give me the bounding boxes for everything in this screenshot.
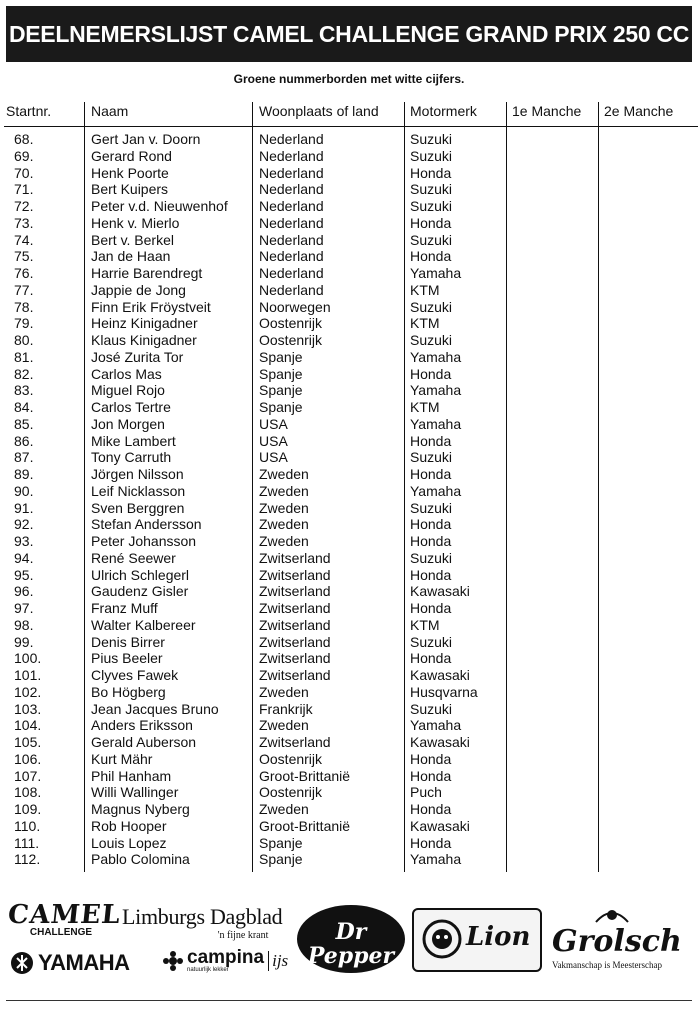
name-cell: Kurt Mähr [91, 750, 153, 767]
place-cell: Zwitserland [259, 549, 331, 566]
table-row [4, 717, 698, 734]
limburgs-subtext: 'n fijne krant [217, 930, 269, 941]
table-row [4, 215, 698, 232]
subtitle: Groene nummerborden met witte cijfers. [233, 72, 465, 86]
table-row [4, 315, 698, 332]
title-bar [6, 6, 692, 62]
startnr-cell: 79. [14, 315, 34, 332]
brand-cell: Honda [410, 516, 452, 533]
place-cell: Zwitserland [259, 667, 331, 683]
header-startnr: Startnr. [6, 103, 52, 119]
table-row [4, 684, 698, 701]
table-row [4, 734, 698, 751]
name-cell: Klaus Kinigadner [91, 332, 197, 348]
name-cell: Jörgen Nilsson [91, 466, 184, 482]
header-manche-2: 2e Manche [604, 103, 674, 119]
startnr-cell: 87. [14, 449, 34, 466]
yamaha-tuning-fork-icon [10, 951, 34, 975]
table-row [4, 667, 698, 684]
drpepper-text: Dr Pepper [307, 919, 395, 969]
startnr-cell: 84. [14, 399, 34, 415]
table-body [4, 131, 698, 868]
startnr-cell: 111. [14, 834, 40, 851]
brand-cell: Suzuki [410, 147, 453, 164]
table-row [4, 232, 698, 249]
startnr-cell: 98. [14, 616, 34, 633]
place-cell: Nederland [259, 231, 324, 248]
brand-cell: Yamaha [410, 415, 462, 432]
name-cell: Stefan Andersson [91, 516, 202, 533]
table-row [4, 399, 698, 416]
place-cell: Zweden [259, 683, 309, 700]
brand-cell: Suzuki [410, 131, 453, 147]
startnr-cell: 82. [14, 365, 34, 382]
place-cell: Zweden [259, 482, 309, 499]
name-cell: René Seewer [91, 549, 176, 566]
header-woonplaats: Woonplaats of land [259, 103, 379, 119]
limburgs-text: Limburgs Dagblad [122, 904, 283, 929]
place-cell: Frankrijk [259, 700, 313, 717]
place-cell: Zweden [259, 533, 309, 549]
startnr-cell: 86. [14, 432, 34, 449]
place-cell: Zweden [259, 499, 309, 516]
table-row [4, 583, 698, 600]
place-cell: Zwitserland [259, 566, 331, 583]
name-cell: Bo Högberg [91, 683, 166, 700]
name-cell: Franz Muff [91, 600, 158, 616]
brand-cell: Yamaha [410, 265, 462, 281]
table-row [4, 801, 698, 818]
participants-table [4, 96, 698, 872]
lion-text: Lion [466, 922, 531, 952]
brand-cell: Honda [410, 533, 452, 549]
brand-cell: Yamaha [410, 851, 462, 868]
name-cell: Jean Jacques Bruno [91, 700, 219, 717]
place-cell: Spanje [259, 399, 303, 415]
table-row [4, 567, 698, 584]
name-cell: Clyves Fawek [91, 667, 179, 683]
brand-cell: Kawasaki [410, 734, 470, 750]
place-cell: Nederland [259, 265, 324, 281]
table-row [4, 701, 698, 718]
table-row [4, 416, 698, 433]
place-cell: Spanje [259, 382, 303, 399]
name-cell: Bert Kuipers [91, 181, 169, 198]
table-row [4, 332, 698, 349]
place-cell: Nederland [259, 131, 324, 147]
startnr-cell: 73. [14, 214, 34, 231]
startnr-cell: 68. [14, 131, 34, 147]
camel-subtext: CHALLENGE [29, 927, 93, 938]
name-cell: Jan de Haan [91, 248, 171, 265]
name-cell: Pius Beeler [91, 650, 163, 667]
name-cell: Mike Lambert [91, 432, 176, 449]
startnr-cell: 81. [14, 348, 34, 365]
startnr-cell: 97. [14, 600, 34, 616]
startnr-cell: 93. [14, 533, 34, 549]
name-cell: Carlos Tertre [91, 399, 171, 415]
place-cell: Spanje [259, 834, 303, 851]
place-cell: Nederland [259, 198, 324, 214]
bottom-rule [6, 1000, 692, 1001]
brand-cell: Kawasaki [410, 583, 470, 600]
table-row [4, 600, 698, 617]
brand-cell: Honda [410, 767, 452, 784]
table-row [4, 533, 698, 550]
table-row [4, 483, 698, 500]
brand-cell: Honda [410, 214, 452, 231]
brand-cell: Honda [410, 248, 452, 265]
table-row [4, 433, 698, 450]
lion-head-icon [422, 919, 462, 959]
brand-cell: Honda [410, 801, 452, 817]
campina-ijs: ijs [268, 951, 288, 971]
brand-cell: Honda [410, 650, 452, 667]
name-cell: Walter Kalbereer [91, 616, 196, 633]
place-cell: Zwitserland [259, 734, 331, 750]
name-cell: Gaudenz Gisler [91, 583, 189, 600]
startnr-cell: 106. [14, 750, 42, 767]
camel-text: CAMEL [6, 900, 123, 930]
place-cell: Zweden [259, 466, 309, 482]
place-cell: Spanje [259, 851, 303, 868]
table-row [4, 835, 698, 852]
brand-cell: KTM [410, 281, 440, 298]
brand-cell: Suzuki [410, 700, 453, 717]
name-cell: Peter v.d. Nieuwenhof [91, 198, 228, 214]
startnr-cell: 72. [14, 198, 34, 214]
name-cell: Magnus Nyberg [91, 801, 190, 817]
name-cell: Sven Berggren [91, 499, 185, 516]
place-cell: Nederland [259, 181, 324, 198]
startnr-cell: 110. [14, 817, 41, 834]
name-cell: Phil Hanham [91, 767, 172, 784]
grolsch-logo [552, 904, 692, 970]
table-row [4, 818, 698, 835]
place-cell: Zwitserland [259, 583, 331, 600]
table-row [4, 650, 698, 667]
table-row [4, 500, 698, 517]
brand-cell: Honda [410, 466, 452, 482]
brand-cell: Husqvarna [410, 683, 478, 700]
brand-cell: Suzuki [410, 499, 453, 516]
startnr-cell: 100. [14, 650, 42, 667]
startnr-cell: 92. [14, 516, 34, 533]
name-cell: Carlos Mas [91, 365, 162, 382]
name-cell: Ulrich Schlegerl [91, 566, 190, 583]
brand-cell: Kawasaki [410, 817, 470, 834]
brand-cell: Suzuki [410, 449, 453, 466]
yamaha-text: YAMAHA [38, 950, 130, 975]
name-cell: Heinz Kinigadner [91, 315, 198, 332]
table-row [4, 165, 698, 182]
table-row [4, 198, 698, 215]
camel-logo [6, 900, 123, 938]
startnr-cell: 96. [14, 583, 34, 600]
startnr-cell: 90. [14, 482, 34, 499]
brand-cell: Yamaha [410, 382, 462, 399]
name-cell: Gerald Auberson [91, 734, 197, 750]
place-cell: Zwitserland [259, 616, 331, 633]
startnr-cell: 103. [14, 700, 42, 717]
table-row [4, 382, 698, 399]
table-row [4, 148, 698, 165]
place-cell: Nederland [259, 164, 324, 181]
name-cell: Willi Wallinger [91, 784, 179, 801]
startnr-cell: 76. [14, 265, 34, 281]
table-row [4, 550, 698, 567]
startnr-cell: 78. [14, 298, 34, 315]
startnr-cell: 107. [14, 767, 42, 784]
startnr-cell: 108. [14, 784, 42, 801]
place-cell: Nederland [259, 147, 324, 164]
brand-cell: Yamaha [410, 348, 462, 365]
place-cell: Groot-Brittanië [259, 767, 351, 784]
startnr-cell: 101. [14, 667, 42, 683]
brand-cell: Honda [410, 834, 452, 851]
brand-cell: KTM [410, 315, 440, 332]
table-row [4, 851, 698, 868]
place-cell: Zweden [259, 516, 309, 533]
startnr-cell: 83. [14, 382, 34, 399]
place-cell: Zwitserland [259, 650, 331, 667]
name-cell: Pablo Colomina [91, 851, 190, 868]
brand-cell: Honda [410, 566, 452, 583]
campina-logo [162, 948, 288, 973]
name-cell: Jon Morgen [91, 415, 165, 432]
place-cell: Zwitserland [259, 633, 331, 650]
lion-logo [412, 908, 540, 970]
name-cell: Peter Johansson [91, 533, 197, 549]
name-cell: Harrie Barendregt [91, 265, 203, 281]
brand-cell: Suzuki [410, 332, 453, 348]
startnr-cell: 89. [14, 466, 34, 482]
table-row [4, 282, 698, 299]
startnr-cell: 77. [14, 281, 34, 298]
place-cell: Oostenrijk [259, 750, 323, 767]
brand-cell: Yamaha [410, 482, 462, 499]
brand-cell: Honda [410, 600, 452, 616]
brand-cell: Honda [410, 750, 452, 767]
name-cell: Jappie de Jong [91, 281, 186, 298]
campina-flower-icon [162, 950, 184, 972]
name-cell: Rob Hooper [91, 817, 167, 834]
header-naam: Naam [91, 103, 129, 119]
startnr-cell: 112. [14, 851, 41, 868]
table-header [4, 100, 698, 122]
brand-cell: Suzuki [410, 181, 453, 198]
startnr-cell: 75. [14, 248, 34, 265]
brand-cell: Yamaha [410, 717, 462, 734]
name-cell: José Zurita Tor [91, 348, 184, 365]
brand-cell: Honda [410, 365, 452, 382]
table-row [4, 466, 698, 483]
brand-cell: Kawasaki [410, 667, 470, 683]
place-cell: Nederland [259, 214, 324, 231]
place-cell: Zweden [259, 801, 309, 817]
place-cell: Oostenrijk [259, 332, 323, 348]
name-cell: Miguel Rojo [91, 382, 165, 399]
brand-cell: Suzuki [410, 549, 453, 566]
table-row [4, 248, 698, 265]
name-cell: Denis Birrer [91, 633, 165, 650]
place-cell: Groot-Brittanië [259, 817, 351, 834]
startnr-cell: 95. [14, 566, 34, 583]
campina-text: campina [187, 947, 265, 968]
table-row [4, 131, 698, 148]
name-cell: Louis Lopez [91, 834, 167, 851]
table-row [4, 768, 698, 785]
name-cell: Henk Poorte [91, 164, 169, 181]
table-row [4, 265, 698, 282]
sponsor-logos [0, 890, 698, 990]
campina-tagline: natuurlijk lekker [187, 967, 229, 973]
place-cell: Spanje [259, 365, 303, 382]
startnr-cell: 94. [14, 549, 34, 566]
brand-cell: Honda [410, 432, 452, 449]
grolsch-tagline: Vakmanschap is Meesterschap [552, 960, 662, 970]
table-row [4, 181, 698, 198]
name-cell: Henk v. Mierlo [91, 214, 180, 231]
brand-cell: Suzuki [410, 231, 453, 248]
startnr-cell: 104. [14, 717, 42, 734]
table-row [4, 784, 698, 801]
place-cell: Noorwegen [259, 298, 331, 315]
grolsch-crest-icon [592, 904, 632, 926]
place-cell: Oostenrijk [259, 315, 323, 332]
startnr-cell: 70. [14, 164, 34, 181]
brand-cell: Puch [410, 784, 442, 801]
startnr-cell: 91. [14, 499, 34, 516]
table-row [4, 349, 698, 366]
startnr-cell: 99. [14, 633, 34, 650]
startnr-cell: 69. [14, 147, 34, 164]
brand-cell: KTM [410, 399, 440, 415]
name-cell: Gert Jan v. Doorn [91, 131, 201, 147]
name-cell: Gerard Rond [91, 147, 172, 164]
table-row [4, 617, 698, 634]
startnr-cell: 80. [14, 332, 34, 348]
name-cell: Anders Eriksson [91, 717, 193, 734]
startnr-cell: 109. [14, 801, 42, 817]
table-row [4, 516, 698, 533]
grolsch-text: Grolsch [552, 924, 682, 959]
place-cell: Zwitserland [259, 600, 331, 616]
header-motormerk: Motormerk [410, 103, 477, 119]
table-row [4, 299, 698, 316]
name-cell: Leif Nicklasson [91, 482, 186, 499]
startnr-cell: 74. [14, 231, 34, 248]
drpepper-logo [296, 904, 406, 974]
brand-cell: Suzuki [410, 198, 453, 214]
yamaha-logo [10, 950, 130, 976]
header-manche-1: 1e Manche [512, 103, 582, 119]
name-cell: Bert v. Berkel [91, 231, 174, 248]
page-title: DEELNEMERSLIJST CAMEL CHALLENGE GRAND PRIX 250 CC [8, 20, 690, 47]
place-cell: USA [259, 415, 288, 432]
brand-cell: Honda [410, 164, 452, 181]
place-cell: Oostenrijk [259, 784, 323, 801]
table-row [4, 366, 698, 383]
table-row [4, 751, 698, 768]
place-cell: Nederland [259, 248, 324, 265]
startnr-cell: 71. [14, 181, 34, 198]
place-cell: Spanje [259, 348, 303, 365]
place-cell: USA [259, 432, 288, 449]
brand-cell: KTM [410, 616, 440, 633]
startnr-cell: 102. [14, 683, 42, 700]
brand-cell: Suzuki [410, 633, 453, 650]
place-cell: Zweden [259, 717, 309, 734]
startnr-cell: 105. [14, 734, 42, 750]
limburgs-dagblad-logo [122, 904, 282, 941]
brand-cell: Suzuki [410, 298, 453, 315]
name-cell: Tony Carruth [91, 449, 172, 466]
name-cell: Finn Erik Fröystveit [91, 298, 211, 315]
place-cell: USA [259, 449, 288, 466]
header-rule [4, 126, 698, 127]
startnr-cell: 85. [14, 415, 34, 432]
table-row [4, 634, 698, 651]
place-cell: Nederland [259, 281, 324, 298]
table-row [4, 449, 698, 466]
